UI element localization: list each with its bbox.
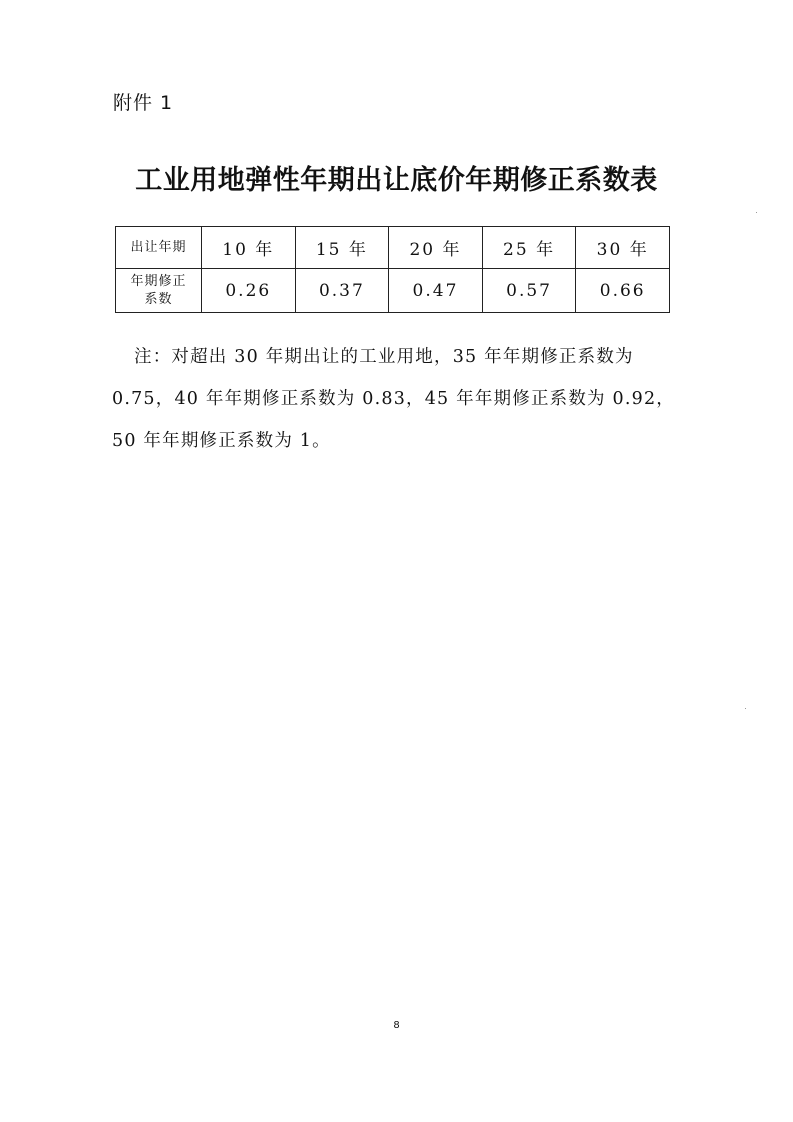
coefficient-cell-30: 0.66 [576,269,670,313]
scan-speck [756,212,757,213]
table-row-years [116,227,670,269]
note-paragraph: 注：对超出 30 年期出让的工业用地，35 年年期修正系数为 0.75，40 年年期修正系数为 0.83，45 年年期修正系数为 0.92，50 年年期修正系数为 1。 [112,347,675,451]
row-header-years: 出让年期 [116,227,202,269]
attachment-label: 附件 1 [113,92,174,114]
scan-speck [745,708,746,709]
coefficient-cell-20: 0.47 [389,269,483,313]
row-header-coefficient-line2: 系数 [144,291,173,307]
year-cell-15: 15 年 [295,227,389,269]
coefficient-cell-10: 0.26 [202,269,296,313]
row-header-coefficient [116,269,202,313]
page-number: 8 [393,1020,400,1031]
document-title: 工业用地弹性年期出让底价年期修正系数表 [135,165,658,196]
year-cell-25: 25 年 [482,227,576,269]
row-header-coefficient-line1: 年期修正 [130,273,187,289]
year-cell-20: 20 年 [389,227,483,269]
year-cell-30: 30 年 [576,227,670,269]
table-row-coefficients [116,269,670,313]
year-cell-10: 10 年 [202,227,296,269]
coefficient-table [115,226,670,313]
coefficient-cell-15: 0.37 [295,269,389,313]
coefficient-cell-25: 0.57 [482,269,576,313]
